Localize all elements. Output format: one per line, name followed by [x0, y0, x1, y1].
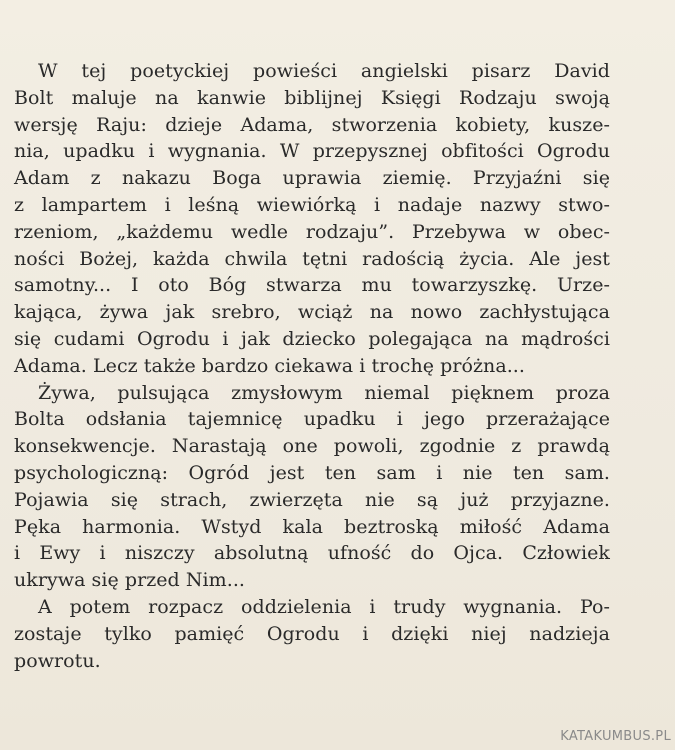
text-line: Adama. Lecz także bardzo ciekawa i trochę próżna...	[14, 354, 525, 377]
text-line: kająca, żywa jak srebro, wciąż na nowo zachłystująca	[14, 301, 610, 324]
watermark: KATAKUMBUS.PL	[560, 729, 671, 744]
text-line: Pęka harmonia. Wstyd kala beztroską miłość Adama	[14, 515, 610, 538]
text-line: Żywa, pulsująca zmysłowym niemal pięknem proza	[38, 381, 610, 404]
text-line: Pojawia się strach, zwierzęta nie są już przyjazne.	[14, 488, 610, 511]
text-line: Bolta odsłania tajemnicę upadku i jego przerażające	[14, 408, 610, 431]
text-line: się cudami Ogrodu i jak dziecko polegająca na mądrości	[14, 327, 610, 350]
text-line: nia, upadku i wygnania. W przepysznej obfitości Ogrodu	[14, 140, 610, 163]
paragraph-1	[14, 58, 610, 380]
text-line: z lampartem i leśną wiewiórką i nadaje nazwy stwo-	[14, 193, 610, 216]
text-line: i Ewy i niszczy absolutną ufność do Ojca. Człowiek	[14, 542, 610, 565]
text-line: Bolt maluje na kanwie biblijnej Księgi Rodzaju swoją	[14, 86, 610, 109]
text-line: zostaje tylko pamięć Ogrodu i dzięki niej nadzieja	[14, 622, 610, 645]
text-line: konsekwencje. Narastają one powoli, zgodnie z prawdą	[14, 435, 610, 458]
text-line: W tej poetyckiej powieści angielski pisarz David	[38, 60, 610, 82]
paragraph-2	[14, 380, 610, 594]
text-line: ności Bożej, każda chwila tętni radością życia. Ale jest	[14, 247, 610, 270]
book-blurb	[14, 58, 610, 674]
text-line: samotny... I oto Bóg stwarza mu towarzyszkę. Urze-	[14, 274, 610, 297]
text-line: rzeniom, „każdemu wedle rodzaju”. Przebywa w obec-	[14, 220, 610, 243]
text-line: psychologiczną: Ogród jest ten sam i nie ten sam.	[14, 461, 610, 484]
paragraph-3	[14, 594, 610, 674]
text-line: A potem rozpacz oddzielenia i trudy wygnania. Po-	[38, 595, 610, 618]
text-line: ukrywa się przed Nim...	[14, 569, 245, 592]
text-line: powrotu.	[14, 649, 101, 672]
text-line: Adam z nakazu Boga uprawia ziemię. Przyjaźni się	[14, 167, 610, 190]
text-line: wersję Raju: dzieje Adama, stworzenia kobiety, kusze-	[14, 113, 610, 136]
